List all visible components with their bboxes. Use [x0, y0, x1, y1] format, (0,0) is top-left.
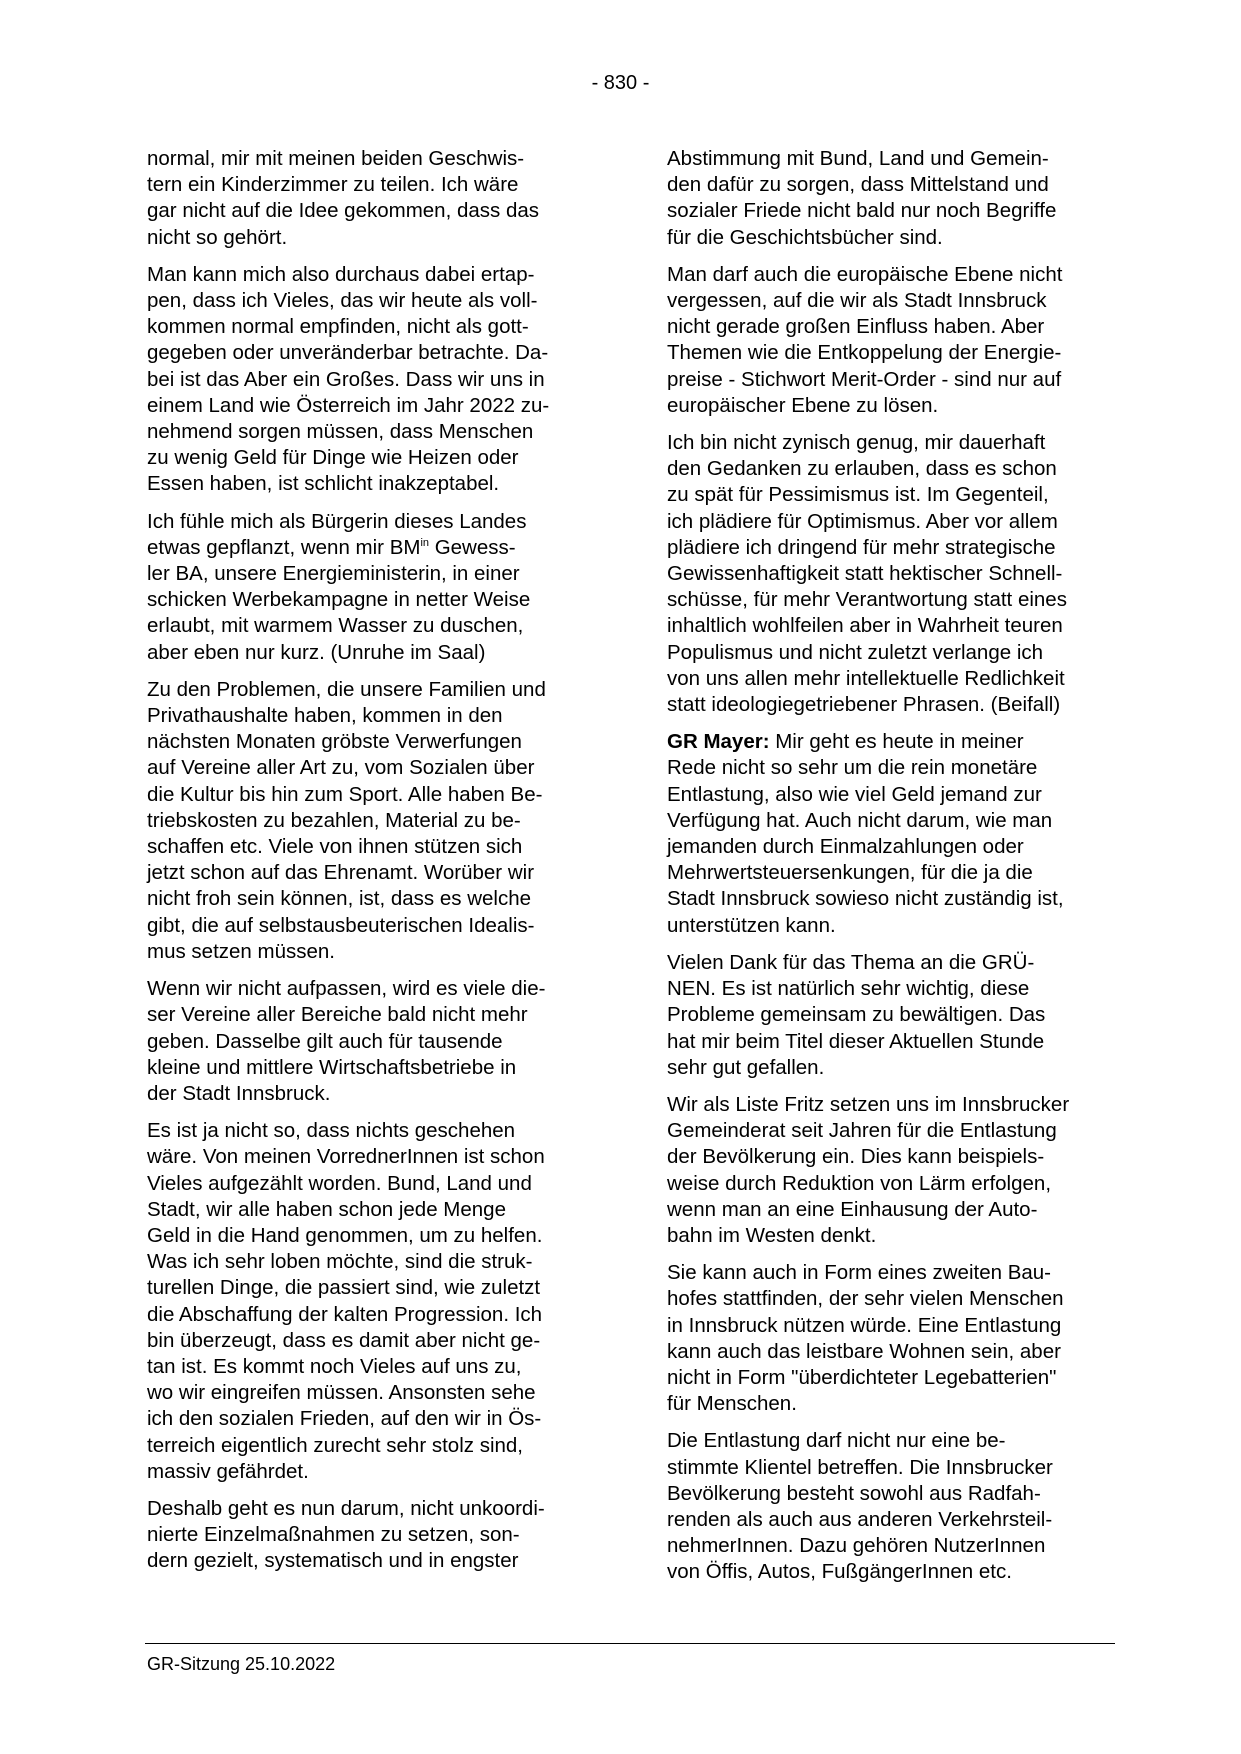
text-line: nicht so gehört.: [147, 225, 288, 249]
text-line: renden als auch aus anderen Verkehrsteil-: [667, 1507, 1053, 1531]
text-line: zu wenig Geld für Dinge wie Heizen oder: [147, 446, 519, 470]
text-line: bei ist das Aber ein Großes. Dass wir uns in: [147, 367, 545, 391]
paragraph: [667, 1428, 1127, 1585]
paragraph: [667, 262, 1127, 419]
paragraph: [147, 1118, 607, 1485]
text-line: Probleme gemeinsam zu bewältigen. Das: [667, 1003, 1046, 1027]
text-line: Privathaushalte haben, kommen in den: [147, 704, 503, 728]
text-line: triebskosten zu bezahlen, Material zu be-: [147, 808, 521, 832]
paragraph: [147, 976, 607, 1107]
left-column: [147, 146, 607, 1586]
text-line: aber eben nur kurz. (Unruhe im Saal): [147, 640, 486, 664]
text-line: von Öffis, Autos, FußgängerInnen etc.: [667, 1560, 1012, 1584]
text-line: auf Vereine aller Art zu, vom Sozialen über: [147, 756, 535, 780]
text-line: die Kultur bis hin zum Sport. Alle haben Be-: [147, 782, 543, 806]
text-line: schaffen etc. Viele von ihnen stützen sich: [147, 835, 523, 859]
text-line: Zu den Problemen, die unsere Familien und: [147, 677, 546, 701]
superscript: in: [420, 536, 430, 549]
text-line: Geld in die Hand genommen, um zu helfen.: [147, 1223, 543, 1247]
text-line: etwas gepflanzt, wenn mir $BM^{in}$ Gewess-: [147, 535, 516, 559]
paragraph: [147, 1496, 607, 1575]
text-line: nicht froh sein können, ist, dass es welche: [147, 887, 532, 911]
text-line: dern gezielt, systematisch und in engster: [147, 1549, 519, 1573]
text-line: einem Land wie Österreich im Jahr 2022 zu-: [147, 393, 550, 417]
text-line: preise - Stichwort Merit-Order - sind nur auf: [667, 367, 1062, 391]
paragraph: [667, 950, 1127, 1081]
text-line: für die Geschichtsbücher sind.: [667, 225, 943, 249]
text-line: schicken Werbekampagne in netter Weise: [147, 588, 531, 612]
text-line: Populismus und nicht zuletzt verlange ich: [667, 640, 1044, 664]
text-line: Bevölkerung besteht sowohl aus Radfah-: [667, 1481, 1041, 1505]
text-line: Vieles aufgezählt worden. Bund, Land und: [147, 1171, 532, 1195]
text-line: Essen haben, ist schlicht inakzeptabel.: [147, 472, 500, 496]
text-line: Entlastung, also wie viel Geld jemand zur: [667, 782, 1042, 806]
text-line: Man kann mich also durchaus dabei ertap-: [147, 262, 535, 286]
text-line: hofes stattfinden, der sehr vielen Menschen: [667, 1287, 1064, 1311]
text-line: gar nicht auf die Idee gekommen, dass das: [147, 199, 540, 223]
text-line: turellen Dinge, die passiert sind, wie zuletzt: [147, 1276, 541, 1300]
paragraph: [147, 262, 607, 498]
text-line: Ich fühle mich als Bürgerin dieses Landes: [147, 509, 527, 533]
text-line: Gewissenhaftigkeit statt hektischer Schnell-: [667, 562, 1063, 586]
text-line: nächsten Monaten gröbste Verwerfungen: [147, 730, 522, 754]
text-line: Verfügung hat. Auch nicht darum, wie man: [667, 808, 1053, 832]
text-line: normal, mir mit meinen beiden Geschwis-: [147, 147, 525, 170]
text-line: jemanden durch Einmalzahlungen oder: [667, 835, 1024, 859]
text-line: Rede nicht so sehr um die rein monetäre: [667, 756, 1038, 780]
text-line: Es ist ja nicht so, dass nichts geschehen: [147, 1119, 516, 1143]
text-line: den dafür zu sorgen, dass Mittelstand und: [667, 173, 1049, 197]
text-line: gegeben oder unveränderbar betrachte. Da-: [147, 341, 549, 365]
text-line: weise durch Reduktion von Lärm erfolgen,: [667, 1171, 1052, 1195]
text-line: Wenn wir nicht aufpassen, wird es viele die-: [147, 977, 546, 1001]
page-number: - 830 -: [591, 72, 650, 94]
text-line: bin überzeugt, dass es damit aber nicht ge-: [147, 1328, 541, 1352]
paragraph: [147, 146, 607, 251]
footer-session-date: GR-Sitzung 25.10.2022: [147, 1654, 336, 1674]
text-line: tern ein Kinderzimmer zu teilen. Ich wäre: [147, 173, 519, 197]
text-line: Stadt Innsbruck sowieso nicht zuständig ist,: [667, 887, 1064, 911]
text-line: Themen wie die Entkoppelung der Energie-: [667, 341, 1062, 365]
footer-rule: [145, 1643, 1115, 1644]
text-line: europäischer Ebene zu lösen.: [667, 393, 939, 417]
text-line: pen, dass ich Vieles, das wir heute als voll-: [147, 289, 538, 313]
text-line: GR Mayer: Mir geht es heute in meiner: [667, 730, 1024, 754]
text-line: der Stadt Innsbruck.: [147, 1081, 331, 1105]
text-line: geben. Dasselbe gilt auch für tausende: [147, 1029, 503, 1053]
text-line: schüsse, für mehr Verantwortung statt eines: [667, 588, 1067, 612]
text-line: nicht in Form "überdichteter Legebatterien": [667, 1365, 1057, 1389]
text-line: ler BA, unsere Energieministerin, in einer: [147, 562, 520, 586]
text-line: nehmend sorgen müssen, dass Menschen: [147, 420, 534, 444]
speaker-name: GR Mayer:: [667, 730, 770, 754]
text-line: kann auch das leistbare Wohnen sein, aber: [667, 1339, 1061, 1363]
paragraph: [667, 430, 1127, 718]
text-line: kommen normal empfinden, nicht als gott-: [147, 315, 529, 339]
text-line: Abstimmung mit Bund, Land und Gemein-: [667, 147, 1049, 170]
text-line: massiv gefährdet.: [147, 1459, 309, 1483]
text-line: ich plädiere für Optimismus. Aber vor allem: [667, 509, 1058, 533]
text-line: Was ich sehr loben möchte, sind die struk-: [147, 1250, 533, 1274]
text-line: sehr gut gefallen.: [667, 1055, 825, 1079]
text-line: nierte Einzelmaßnahmen zu setzen, son-: [147, 1523, 520, 1547]
text-line: Ich bin nicht zynisch genug, mir dauerhaft: [667, 431, 1046, 455]
text-line: der Bevölkerung ein. Dies kann beispiels-: [667, 1145, 1045, 1169]
text-line: Man darf auch die europäische Ebene nicht: [667, 262, 1063, 286]
text-line: Wir als Liste Fritz setzen uns im Innsbrucker: [667, 1092, 1070, 1116]
text-line: mus setzen müssen.: [147, 939, 335, 963]
text-line: zu spät für Pessimismus ist. Im Gegenteil,: [667, 483, 1049, 507]
text-line: terreich eigentlich zurecht sehr stolz sind,: [147, 1433, 524, 1457]
text-line: den Gedanken zu erlauben, dass es schon: [667, 457, 1057, 481]
text-line: von uns allen mehr intellektuelle Redlichkeit: [667, 666, 1065, 690]
text-line: unterstützen kann.: [667, 913, 836, 937]
text-line: vergessen, auf die wir als Stadt Innsbruck: [667, 289, 1047, 313]
text-line: Gemeinderat seit Jahren für die Entlastung: [667, 1119, 1057, 1143]
text-line: Sie kann auch in Form eines zweiten Bau-: [667, 1261, 1052, 1285]
text-line: nicht gerade großen Einfluss haben. Aber: [667, 315, 1045, 339]
text-line: Deshalb geht es nun darum, nicht unkoordi-: [147, 1496, 545, 1520]
text-line: ich den sozialen Frieden, auf den wir in Ös-: [147, 1407, 542, 1431]
text-line: erlaubt, mit warmem Wasser zu duschen,: [147, 614, 524, 638]
paragraph: [667, 729, 1127, 939]
text-line: die Abschaffung der kalten Progression. Ich: [147, 1302, 543, 1326]
text-line: in Innsbruck nützen würde. Eine Entlastung: [667, 1313, 1062, 1337]
text-line: tan ist. Es kommt noch Vieles auf uns zu,: [147, 1354, 522, 1378]
text-line: Die Entlastung darf nicht nur eine be-: [667, 1429, 1006, 1453]
text-line: NEN. Es ist natürlich sehr wichtig, diese: [667, 977, 1030, 1001]
text-line: wäre. Von meinen VorrednerInnen ist schon: [147, 1145, 545, 1169]
text-line: stimmte Klientel betreffen. Die Innsbrucker: [667, 1455, 1053, 1479]
text-line: wenn man an eine Einhausung der Auto-: [667, 1197, 1038, 1221]
paragraph: [667, 1092, 1127, 1249]
text-line: bahn im Westen denkt.: [667, 1223, 877, 1247]
paragraph: [147, 509, 607, 666]
text-line: statt ideologiegetriebener Phrasen. (Beifall): [667, 693, 1061, 717]
text-line: ser Vereine aller Bereiche bald nicht mehr: [147, 1003, 528, 1027]
text-line: inhaltlich wohlfeilen aber in Wahrheit teuren: [667, 614, 1063, 638]
text-line: sozialer Friede nicht bald nur noch Begriffe: [667, 199, 1057, 223]
text-line: Stadt, wir alle haben schon jede Menge: [147, 1197, 506, 1221]
text-line: wo wir eingreifen müssen. Ansonsten sehe: [147, 1381, 536, 1405]
text-line: gibt, die auf selbstausbeuterischen Idealis-: [147, 913, 535, 937]
paragraph: [667, 146, 1127, 251]
text-line: plädiere ich dringend für mehr strategische: [667, 535, 1056, 559]
text-line: nehmerInnen. Dazu gehören NutzerInnen: [667, 1534, 1046, 1558]
text-line: kleine und mittlere Wirtschaftsbetriebe in: [147, 1055, 517, 1079]
text-line: jetzt schon auf das Ehrenamt. Worüber wir: [147, 861, 535, 885]
text-line: Vielen Dank für das Thema an die GRÜ-: [667, 950, 1035, 974]
paragraph: [667, 1260, 1127, 1417]
right-column: [667, 146, 1127, 1597]
text-line: hat mir beim Titel dieser Aktuellen Stunde: [667, 1029, 1045, 1053]
text-line: für Menschen.: [667, 1392, 797, 1416]
paragraph: [147, 677, 607, 965]
text-line: Mehrwertsteuersenkungen, für die ja die: [667, 861, 1033, 885]
